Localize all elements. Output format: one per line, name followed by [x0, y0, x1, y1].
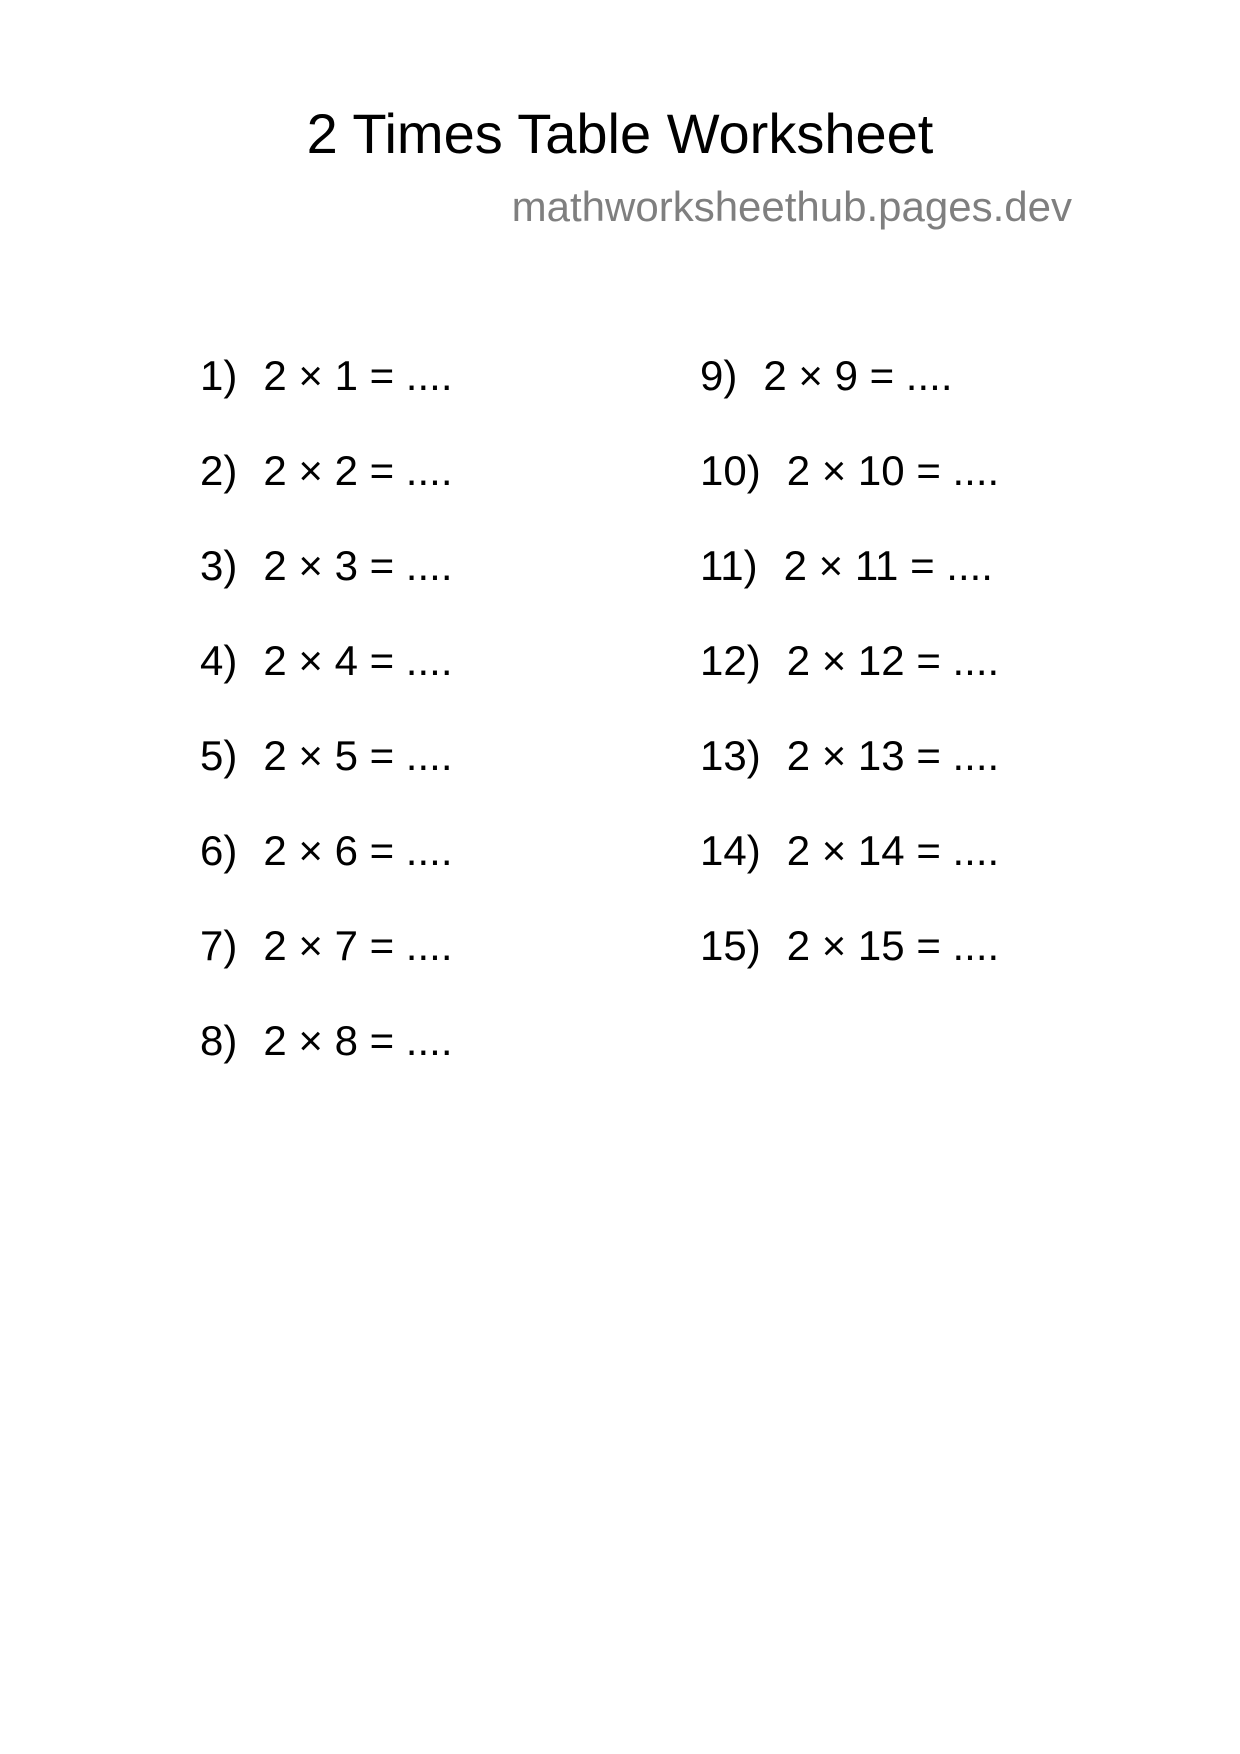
- problem-expression: 2 × 4 = ....: [263, 637, 453, 684]
- problem-number: 11): [700, 542, 758, 589]
- problem-item: [700, 726, 999, 821]
- problem-item: [700, 631, 999, 726]
- problem-number: 8): [200, 1017, 238, 1064]
- problem-expression: 2 × 8 = ....: [263, 1017, 453, 1064]
- problem-item: [200, 536, 452, 631]
- problem-item: [700, 536, 999, 631]
- problem-number: 1): [200, 352, 238, 399]
- problem-number: 5): [200, 732, 238, 779]
- problem-number: 13): [700, 732, 761, 779]
- problem-number: 14): [700, 827, 761, 874]
- problem-item: [200, 726, 452, 821]
- problem-expression: 2 × 2 = ....: [263, 447, 453, 494]
- problems-column-right: [700, 346, 999, 1011]
- problem-number: 15): [700, 922, 761, 969]
- problem-number: 10): [700, 447, 761, 494]
- problem-number: 3): [200, 542, 238, 589]
- website-url: mathworksheethub.pages.dev: [511, 183, 1072, 230]
- problem-number: 7): [200, 922, 238, 969]
- problem-expression: 2 × 14 = ....: [786, 827, 1000, 874]
- problem-item: [200, 346, 452, 441]
- problem-item: [200, 631, 452, 726]
- problem-expression: 2 × 1 = ....: [263, 352, 453, 399]
- problem-expression: 2 × 11 = ....: [783, 542, 993, 589]
- problem-expression: 2 × 3 = ....: [263, 542, 453, 589]
- problem-expression: 2 × 6 = ....: [263, 827, 453, 874]
- problem-expression: 2 × 15 = ....: [786, 922, 1000, 969]
- worksheet-title: 2 Times Table Worksheet: [306, 102, 934, 165]
- problem-item: [700, 441, 999, 536]
- problem-item: [200, 1011, 452, 1106]
- problem-number: 9): [700, 352, 738, 399]
- problem-number: 12): [700, 637, 761, 684]
- problem-number: 4): [200, 637, 238, 684]
- problem-expression: 2 × 13 = ....: [786, 732, 1000, 779]
- problem-number: 2): [200, 447, 238, 494]
- problem-expression: 2 × 10 = ....: [786, 447, 1000, 494]
- problem-item: [200, 441, 452, 536]
- problem-item: [700, 346, 999, 441]
- problem-item: [200, 821, 452, 916]
- problem-expression: 2 × 5 = ....: [263, 732, 453, 779]
- problem-item: [700, 821, 999, 916]
- problem-item: [700, 916, 999, 1011]
- problem-number: 6): [200, 827, 238, 874]
- problem-expression: 2 × 7 = ....: [263, 922, 453, 969]
- problem-expression: 2 × 12 = ....: [786, 637, 1000, 684]
- problems-column-left: [200, 346, 452, 1106]
- problem-expression: 2 × 9 = ....: [763, 352, 953, 399]
- problem-item: [200, 916, 452, 1011]
